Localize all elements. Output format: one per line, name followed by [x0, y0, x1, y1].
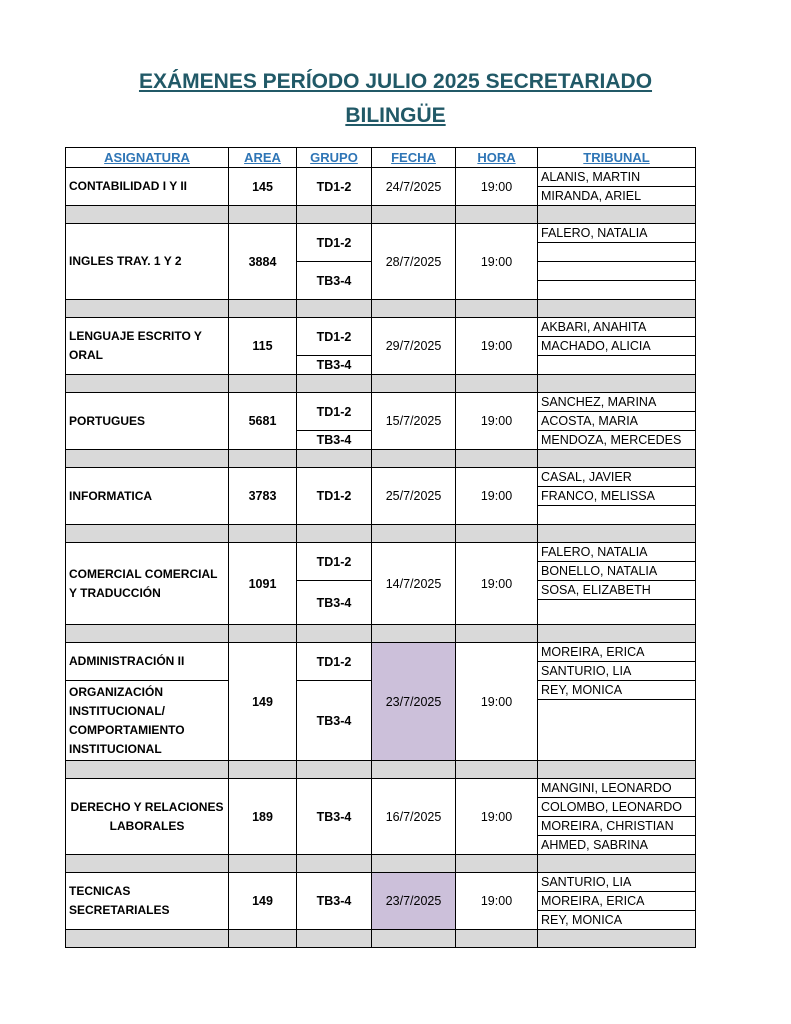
date-cell: 29/7/2025 — [372, 318, 456, 375]
time-cell: 19:00 — [456, 873, 538, 930]
tribunal-member: MENDOZA, MERCEDES — [538, 431, 696, 450]
area-cell: 115 — [229, 318, 297, 375]
area-cell: 189 — [229, 779, 297, 855]
tribunal-member: AKBARI, ANAHITA — [538, 318, 696, 337]
table-row — [66, 779, 696, 798]
time-cell: 19:00 — [456, 318, 538, 375]
group-cell: TB3-4 — [297, 431, 372, 450]
table-row — [66, 224, 696, 243]
separator-row — [66, 930, 696, 948]
group-cell: TB3-4 — [297, 779, 372, 855]
tribunal-member: MOREIRA, CHRISTIAN — [538, 817, 696, 836]
separator-row — [66, 525, 696, 543]
date-cell-highlighted: 23/7/2025 — [372, 643, 456, 761]
tribunal-member: BONELLO, NATALIA — [538, 562, 696, 581]
date-cell: 24/7/2025 — [372, 168, 456, 206]
header-area: AREA — [229, 148, 297, 168]
date-cell-highlighted: 23/7/2025 — [372, 873, 456, 930]
subject-cell: ORGANIZACIÓN INSTITUCIONAL/ COMPORTAMIENTO INSTITUCIONAL — [66, 681, 229, 761]
group-cell: TD1-2 — [297, 393, 372, 431]
group-cell: TD1-2 — [297, 318, 372, 356]
subject-cell: INGLES TRAY. 1 Y 2 — [66, 224, 229, 300]
tribunal-member — [538, 356, 696, 375]
group-cell: TB3-4 — [297, 262, 372, 300]
group-cell: TD1-2 — [297, 468, 372, 525]
subject-cell: CONTABILIDAD I Y II — [66, 168, 229, 206]
tribunal-member — [538, 600, 696, 625]
tribunal-member: FALERO, NATALIA — [538, 543, 696, 562]
tribunal-member: MANGINI, LEONARDO — [538, 779, 696, 798]
group-cell: TB3-4 — [297, 873, 372, 930]
header-asignatura: ASIGNATURA — [66, 148, 229, 168]
area-cell: 3783 — [229, 468, 297, 525]
table-row — [66, 873, 696, 892]
table-row — [66, 643, 696, 662]
area-cell: 149 — [229, 873, 297, 930]
tribunal-member: REY, MONICA — [538, 681, 696, 700]
group-cell: TB3-4 — [297, 356, 372, 375]
tribunal-member — [538, 243, 696, 262]
tribunal-member: ACOSTA, MARIA — [538, 412, 696, 431]
date-cell: 15/7/2025 — [372, 393, 456, 450]
tribunal-member: AHMED, SABRINA — [538, 836, 696, 855]
time-cell: 19:00 — [456, 393, 538, 450]
date-cell: 14/7/2025 — [372, 543, 456, 625]
tribunal-member: MACHADO, ALICIA — [538, 337, 696, 356]
table-row — [66, 318, 696, 337]
separator-row — [66, 855, 696, 873]
group-cell: TD1-2 — [297, 224, 372, 262]
table-row — [66, 468, 696, 487]
separator-row — [66, 300, 696, 318]
tribunal-member: SANTURIO, LIA — [538, 873, 696, 892]
header-tribunal: TRIBUNAL — [538, 148, 696, 168]
tribunal-member: CASAL, JAVIER — [538, 468, 696, 487]
area-cell: 149 — [229, 643, 297, 761]
tribunal-member — [538, 262, 696, 281]
area-cell: 5681 — [229, 393, 297, 450]
time-cell: 19:00 — [456, 779, 538, 855]
area-cell: 145 — [229, 168, 297, 206]
time-cell: 19:00 — [456, 543, 538, 625]
tribunal-member: ALANIS, MARTIN — [538, 168, 696, 187]
table-row — [66, 393, 696, 412]
header-row — [66, 148, 696, 168]
subject-cell: DERECHO Y RELACIONES LABORALES — [66, 779, 229, 855]
header-fecha: FECHA — [372, 148, 456, 168]
time-cell: 19:00 — [456, 643, 538, 761]
separator-row — [66, 761, 696, 779]
subject-cell: ADMINISTRACIÓN II — [66, 643, 229, 681]
page-title-line1: EXÁMENES PERÍODO JULIO 2025 SECRETARIADO — [138, 70, 653, 93]
time-cell: 19:00 — [456, 468, 538, 525]
tribunal-member: SANCHEZ, MARINA — [538, 393, 696, 412]
tribunal-member: COLOMBO, LEONARDO — [538, 798, 696, 817]
page-title-line2: BILINGÜE — [345, 104, 446, 127]
table-row — [66, 543, 696, 562]
area-cell: 1091 — [229, 543, 297, 625]
tribunal-member: SOSA, ELIZABETH — [538, 581, 696, 600]
header-hora: HORA — [456, 148, 538, 168]
tribunal-member — [538, 281, 696, 300]
group-cell: TD1-2 — [297, 543, 372, 581]
subject-cell: TECNICAS SECRETARIALES — [66, 873, 229, 930]
table-row — [66, 168, 696, 187]
header-grupo: GRUPO — [297, 148, 372, 168]
tribunal-member: MOREIRA, ERICA — [538, 892, 696, 911]
group-cell: TD1-2 — [297, 643, 372, 681]
group-cell: TB3-4 — [297, 681, 372, 761]
tribunal-member — [538, 506, 696, 525]
group-cell: TD1-2 — [297, 168, 372, 206]
area-cell: 3884 — [229, 224, 297, 300]
tribunal-member: REY, MONICA — [538, 911, 696, 930]
separator-row — [66, 206, 696, 224]
subject-cell: PORTUGUES — [66, 393, 229, 450]
time-cell: 19:00 — [456, 168, 538, 206]
separator-row — [66, 375, 696, 393]
subject-cell: COMERCIAL COMERCIAL Y TRADUCCIÓN — [66, 543, 229, 625]
separator-row — [66, 625, 696, 643]
separator-row — [66, 450, 696, 468]
date-cell: 16/7/2025 — [372, 779, 456, 855]
date-cell: 25/7/2025 — [372, 468, 456, 525]
group-cell: TB3-4 — [297, 581, 372, 625]
date-cell: 28/7/2025 — [372, 224, 456, 300]
tribunal-member: SANTURIO, LIA — [538, 662, 696, 681]
tribunal-member — [538, 700, 696, 761]
tribunal-member: FALERO, NATALIA — [538, 224, 696, 243]
tribunal-member: MOREIRA, ERICA — [538, 643, 696, 662]
tribunal-member: MIRANDA, ARIEL — [538, 187, 696, 206]
subject-cell: LENGUAJE ESCRITO Y ORAL — [66, 318, 229, 375]
exam-schedule-table — [65, 147, 696, 948]
tribunal-member: FRANCO, MELISSA — [538, 487, 696, 506]
time-cell: 19:00 — [456, 224, 538, 300]
subject-cell: INFORMATICA — [66, 468, 229, 525]
